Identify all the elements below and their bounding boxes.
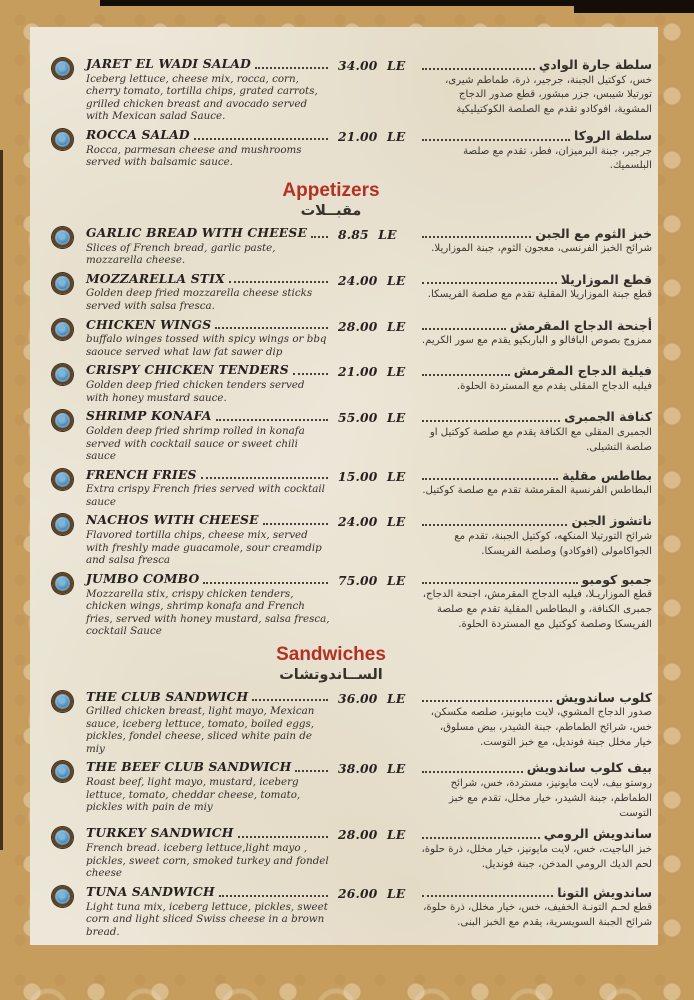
badge-cell [50, 468, 86, 509]
item-price: 21.00 LE [338, 128, 406, 144]
item-english-block [86, 318, 338, 359]
item-name-ar: كلوب ساندويش [555, 689, 652, 705]
item-name-row [86, 272, 330, 287]
item-name-row [86, 760, 330, 775]
item-desc-en: French bread. iceberg lettuce,light mayo , pickles, sweet corn, smoked turkey and fondel cheese [86, 842, 329, 880]
menu-item [50, 409, 652, 462]
item-arabic-name-row [420, 468, 652, 484]
item-desc-en: buffalo winges tossed with spicy wings or bbq saouce served what law fat sawer dip [86, 333, 327, 358]
dotted-leader [215, 327, 328, 329]
item-english-block [86, 513, 338, 566]
item-english-block [86, 226, 338, 267]
menu-content [30, 27, 658, 938]
item-desc-ar: شرائح الخبز الفرنسى، معجون الثوم، جبنة الموزاريلا. [431, 243, 652, 255]
item-arabic-block [416, 226, 652, 267]
dotted-leader-arabic [422, 236, 531, 238]
item-arabic-name-row [420, 885, 652, 901]
menu-item [50, 128, 652, 174]
item-arabic-block [416, 409, 652, 462]
section-title-ar: الســاندوتشات [279, 666, 383, 683]
item-name-en: TURKEY SANDWICH [86, 825, 234, 841]
restaurant-logo-badge-icon [52, 58, 73, 79]
item-name-en: THE CLUB SANDWICH [86, 688, 249, 704]
item-desc-en: Golden deep fried shrimp rolled in konafa served with cocktail sauce or sweet chili sauce [86, 424, 305, 463]
item-arabic-name-row [420, 272, 652, 288]
item-arabic-name-row [420, 826, 652, 842]
menu-item [50, 468, 652, 509]
item-name-en: MOZZARELLA STIX [86, 270, 225, 286]
item-arabic-name-row [420, 690, 652, 706]
item-english-block [86, 57, 338, 123]
dotted-leader-arabic [422, 139, 570, 141]
item-arabic-block [416, 318, 652, 359]
item-desc-en: Golden deep fried chicken tenders served with honey mustard sauce. [86, 379, 305, 404]
menu-item [50, 318, 652, 359]
badge-cell [50, 272, 86, 313]
item-name-row [86, 513, 330, 528]
item-price: 36.00 LE [338, 690, 406, 706]
dotted-leader-arabic [422, 771, 523, 773]
section-header [50, 181, 612, 221]
dotted-leader [194, 138, 328, 140]
item-arabic-name-row [420, 128, 652, 144]
item-arabic-name-row [420, 409, 652, 425]
item-name-ar: فيلية الدجاج المقرمش [513, 363, 652, 379]
item-arabic-block [416, 57, 652, 123]
item-name-en: TUNA SANDWICH [86, 883, 215, 899]
item-price: 24.00 LE [338, 272, 406, 288]
menu-item [50, 272, 652, 313]
item-arabic-block [416, 760, 652, 821]
scan-edge-left [0, 150, 3, 850]
scan-edge-top-right [574, 0, 694, 13]
badge-cell [50, 513, 86, 566]
item-desc-ar: قطع جبنة الموزاريلا المقلية تقدم مع صلصة الفريسكا. [427, 289, 652, 301]
restaurant-logo-badge-icon [52, 761, 73, 782]
item-name-en: JARET EL WADI SALAD [86, 56, 252, 71]
item-arabic-block [416, 128, 652, 174]
item-desc-ar: البطاطس الفرنسية المقرمشة تقدم مع صلصة كوكتيل. [422, 485, 652, 497]
item-name-ar: بيف كلوب ساندويش [526, 760, 652, 776]
item-price: 26.00 LE [338, 885, 406, 901]
restaurant-logo-badge-icon [52, 410, 73, 431]
item-price: 28.00 LE [338, 827, 406, 843]
item-desc-ar: الجمبرى المقلى مع الكنافة يقدم مع صلصة كوكتيل او صلصة التشيلى. [429, 426, 652, 453]
item-name-row [86, 409, 330, 424]
restaurant-logo-badge-icon [52, 129, 73, 150]
dotted-leader-arabic [422, 68, 535, 70]
item-arabic-block [416, 272, 652, 313]
badge-cell [50, 572, 86, 638]
item-name-en: ROCCA SALAD [86, 126, 190, 142]
section-header [50, 645, 612, 685]
item-price: 28.00 LE [338, 318, 406, 334]
menu-item [50, 363, 652, 404]
badge-cell [50, 690, 86, 756]
item-english-block [86, 690, 338, 756]
dotted-leader-arabic [422, 837, 540, 839]
item-arabic-name-row [420, 572, 652, 588]
item-name-ar: ساندويش الرومي [543, 826, 652, 842]
item-english-block [86, 760, 338, 821]
restaurant-logo-badge-icon [52, 886, 73, 907]
item-english-block [86, 468, 338, 509]
item-name-row [86, 885, 330, 900]
restaurant-logo-badge-icon [52, 319, 73, 340]
menu-item [50, 572, 652, 638]
restaurant-logo-badge-icon [52, 514, 73, 535]
dotted-leader-arabic [422, 895, 553, 897]
item-price: 55.00 LE [338, 410, 406, 426]
item-price: 21.00 LE [338, 364, 406, 380]
menu-item [50, 690, 652, 756]
item-desc-en: Mozzarella stix, crispy chicken tenders, chicken wings, shrimp konafa and French fries, served with honey mustard, salsa fresca, cocktail Sauce [86, 587, 330, 638]
item-arabic-name-row [420, 513, 652, 529]
dotted-leader [219, 895, 328, 897]
item-name-row [86, 572, 330, 587]
badge-cell [50, 760, 86, 821]
dotted-leader-arabic [422, 700, 552, 702]
menu-item [50, 885, 652, 938]
dotted-leader [263, 523, 328, 525]
item-desc-en: Grilled chicken breast, light mayo, Mexican sauce, iceberg lettuce, tomato, boiled eggs, pickles, fondel cheese, sliced white pain de miy [86, 705, 315, 755]
item-arabic-block [416, 468, 652, 509]
item-desc-en: Light tuna mix, iceberg lettuce, pickles, sweet corn and light sliced Swiss cheese in a brown bread. [86, 900, 328, 938]
item-desc-ar: شرائح التورتيلا المنكهه، كوكتيل الجبنة، تقدم مع الجواكامولى (افوكادو) وصلصة الفريسكا. [454, 531, 652, 557]
item-price: 38.00 LE [338, 761, 406, 777]
item-price: 15.00 LE [338, 468, 406, 484]
item-name-ar: أجنحة الدجاج المقرمش [509, 317, 652, 333]
badge-cell [50, 826, 86, 879]
item-desc-en: Iceberg lettuce, cheese mix, rocca, corn, cherry tomato, tortilla chips, grated carrots, grilled chicken breast and avocado served with Mexican salad Sauce. [86, 72, 318, 123]
item-desc-ar: خس، كوكتيل الجبنة، جرجير، ذرة، طماطم شيرى، تورتيلا شيبس، جزر مبشور، قطع صدور الدجاج المشوية، افوكادو تقدم مع الصلصة الكوكتيليكية [444, 74, 652, 116]
menu-item [50, 760, 652, 821]
item-price: 34.00 LE [338, 58, 406, 73]
item-name-ar: سلطة جارة الوادي [538, 57, 652, 72]
item-arabic-block [416, 513, 652, 566]
item-name-ar: كنافة الجمبرى [564, 409, 652, 425]
item-price: 24.00 LE [338, 514, 406, 530]
dotted-leader [201, 477, 328, 479]
dotted-leader-arabic [422, 420, 560, 422]
badge-cell [50, 363, 86, 404]
dotted-leader-arabic [422, 524, 567, 526]
item-name-row [86, 318, 330, 333]
item-name-row [86, 468, 330, 483]
item-price: 75.00 LE [338, 572, 406, 588]
item-name-ar: ناتشوز الجبن [571, 513, 652, 529]
item-english-block [86, 885, 338, 938]
dotted-leader-arabic [422, 374, 510, 376]
item-english-block [86, 409, 338, 462]
section-title-en: Appetizers [282, 180, 380, 202]
item-arabic-name-row [420, 363, 652, 379]
item-desc-ar: خبز الباجيت، خس، لايت مايونيز، خيار مخلل، ذرة حلوة، لحم الديك الرومي المدخن، جبنة فونديل. [421, 844, 652, 870]
item-english-block [86, 572, 338, 638]
item-desc-ar: جرجير، جبنة البرميزان، فطر، تقدم مع صلصة البلسميك. [463, 145, 652, 172]
item-name-row [86, 128, 330, 143]
item-desc-en: Rocca, parmesan cheese and mushrooms served with balsamic sauce. [86, 143, 302, 169]
item-arabic-name-row [420, 760, 652, 776]
item-name-en: CRISPY CHICKEN TENDERS [86, 362, 289, 378]
item-desc-en: Golden deep fried mozzarella cheese sticks served with salsa fresca. [86, 287, 313, 312]
item-name-ar: بطاطس مقلية [562, 467, 652, 483]
badge-cell [50, 226, 86, 267]
item-desc-en: Slices of French bread, garlic paste, mozzarella cheese. [86, 241, 276, 267]
item-desc-en: Roast beef, light mayo, mustard, iceberg lettuce, tomato, cheddar cheese, tomato, pickles with pain de miy [86, 776, 301, 814]
menu-item [50, 826, 652, 879]
menu-paper [30, 27, 658, 945]
item-arabic-name-row [420, 226, 652, 242]
menu-item [50, 513, 652, 566]
dotted-leader [216, 419, 328, 421]
item-name-ar: خبز الثوم مع الجبن [535, 225, 652, 241]
section-title-ar: مقبــلات [300, 203, 362, 220]
item-desc-ar: صدور الدجاج المشوي، لايت مايونيز، صلصه مكسكن، خس، شرائح الطماطم، جبنة الشيدر، بيض مسلوق، خيار مخلل جبنة فونديل، مع خبز التوست. [430, 707, 652, 748]
item-english-block [86, 128, 338, 174]
dotted-leader-arabic [422, 328, 506, 330]
item-arabic-block [416, 885, 652, 938]
menu-item [50, 57, 652, 123]
restaurant-logo-badge-icon [52, 827, 73, 848]
restaurant-logo-badge-icon [52, 364, 73, 385]
item-desc-ar: ممزوج بصوص البافالو و الباربكيو يقدم مع سور الكريم. [421, 335, 652, 347]
item-name-en: CHICKEN WINGS [86, 316, 212, 332]
item-english-block [86, 363, 338, 404]
badge-cell [50, 128, 86, 174]
item-desc-ar: قطع الموزاريـلا، فيليه الدجاج المقرمش، اجنحة الدجاج، جمبرى الكنافة، و البطاطس المقلية تقدم مع صلصة الفريسكا وصلصة كوكتيل مع المستردة الحلوة. [422, 589, 652, 631]
item-arabic-name-row [420, 57, 652, 73]
dotted-leader [252, 699, 328, 701]
item-name-row [86, 57, 330, 72]
item-english-block [86, 272, 338, 313]
dotted-leader [203, 582, 328, 584]
item-name-ar: قطع الموزاريلا [560, 271, 652, 287]
restaurant-logo-badge-icon [52, 469, 73, 490]
dotted-leader [311, 236, 328, 238]
dotted-leader [295, 770, 328, 772]
item-name-ar: ساندويش التونا [557, 884, 652, 900]
restaurant-logo-badge-icon [52, 273, 73, 294]
dotted-leader [293, 373, 328, 375]
badge-cell [50, 409, 86, 462]
item-desc-ar: فيليه الدجاج المقلى يقدم مع المستردة الحلوة. [456, 381, 652, 393]
restaurant-logo-badge-icon [52, 691, 73, 712]
item-arabic-block [416, 572, 652, 638]
item-name-en: GARLIC BREAD WITH CHEESE [86, 224, 308, 240]
item-arabic-block [416, 690, 652, 756]
item-name-row [86, 826, 330, 841]
item-name-row [86, 363, 330, 378]
item-arabic-name-row [420, 318, 652, 334]
badge-cell [50, 885, 86, 938]
item-arabic-block [416, 363, 652, 404]
item-name-en: SHRIMP KONAFA [86, 408, 212, 424]
dotted-leader-arabic [422, 478, 558, 480]
dotted-leader-arabic [422, 282, 557, 284]
item-english-block [86, 826, 338, 879]
item-name-row [86, 690, 330, 705]
item-arabic-block [416, 826, 652, 879]
dotted-leader [255, 67, 328, 69]
item-desc-en: Extra crispy French fries served with cocktail sauce [86, 483, 325, 508]
item-name-row [86, 226, 330, 241]
badge-cell [50, 318, 86, 359]
restaurant-logo-badge-icon [52, 227, 73, 248]
badge-cell [50, 57, 86, 123]
item-price: 8.85 LE [338, 226, 397, 242]
menu-item [50, 226, 652, 267]
item-name-en: NACHOS WITH CHEESE [86, 512, 259, 528]
item-desc-ar: روستو بيف، لايت مايونيز، مستردة، خس، شرائح الطماطم، جبنة الشيدر، خيار مخلل، تقدم مع خبز التوست [448, 778, 652, 819]
item-desc-en: Flavored tortilla chips, cheese mix, served with freshly made guacamole, sour creamdip and salsa fresca [86, 529, 322, 567]
item-name-en: THE BEEF CLUB SANDWICH [86, 759, 292, 775]
item-name-ar: سلطة الروكا [574, 127, 652, 143]
item-name-en: JUMBO COMBO [86, 570, 200, 586]
restaurant-logo-badge-icon [52, 573, 73, 594]
item-desc-ar: قطع لحـم التونـة الخفيف، خس، خيار مخلل، ذرة حلوة، شرائح الجبنة السويسرية، يقدم مع الخبز البنى. [423, 902, 652, 929]
dotted-leader-arabic [422, 582, 578, 584]
section-title-en: Sandwiches [276, 643, 386, 665]
item-name-en: FRENCH FRIES [86, 466, 197, 482]
dotted-leader [229, 281, 328, 283]
dotted-leader [238, 836, 328, 838]
item-name-ar: جمبو كومبو [581, 571, 652, 587]
